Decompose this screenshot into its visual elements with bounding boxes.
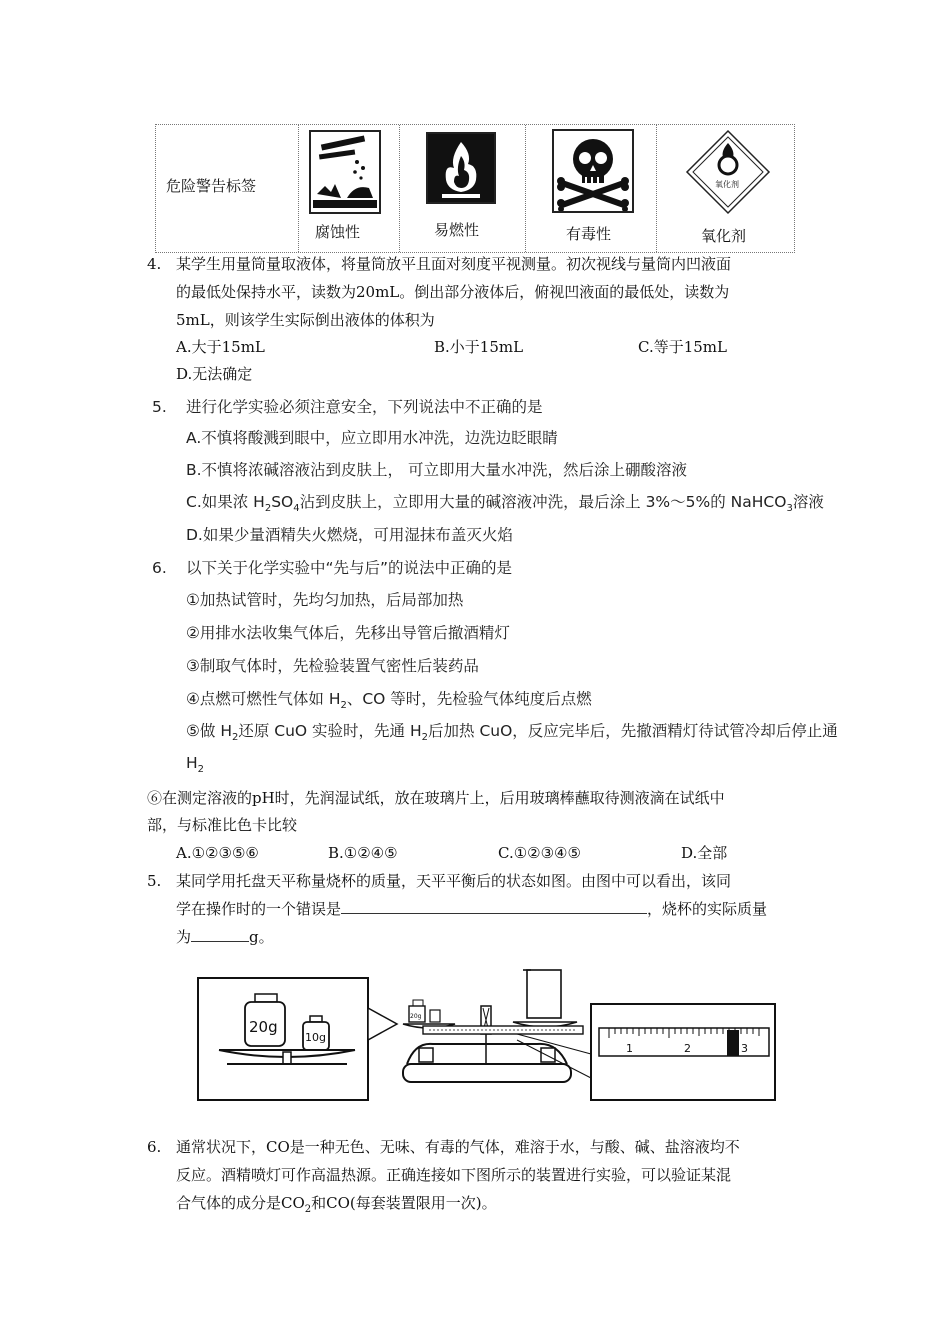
oxidizer-caption: 氧化剂 (701, 227, 747, 245)
error-answer-blank[interactable] (341, 899, 647, 914)
hazard-table (155, 124, 795, 253)
q6a-option-b: B.①②④⑤ (328, 844, 398, 862)
q6b-line-1: 通常状况下，CO是一种无色、无味、有毒的气体，难溶于水，与酸、碱、盐溶液均不 (176, 1138, 740, 1156)
flammable-caption: 易燃性 (434, 221, 480, 239)
corrosive-icon (309, 130, 381, 214)
hazard-row-label: 危险警告标签 (166, 177, 257, 195)
q5a-option-a: A.不慎将酸溅到眼中，应立即用水冲洗，边洗边眨眼睛 (186, 429, 558, 447)
q6a-option-d: D.全部 (681, 844, 728, 862)
q4-line-1: 某学生用量筒量取液体，将量筒放平且面对刻度平视测量。初次视线与量筒内凹液面 (176, 255, 732, 273)
weight-10g-label: 10g (305, 1031, 326, 1044)
hazard-cell-toxic (526, 125, 657, 252)
q5a-option-c: C.如果浓 $H_2SO_4$沾到皮肤上，立即用大量的碱溶液冲洗，最后涂上 3%～5%的 NaHCO$_3$溶液 (186, 493, 824, 515)
q5b-line-3: 为 g。 (176, 928, 274, 946)
q5a-option-d: D.如果少量酒精失火燃烧，可用湿抹布盖灭火焰 (186, 526, 513, 544)
scale-tick-3: 3 (741, 1042, 748, 1055)
q4-line-2: 的最低处保持水平，读数为20mL。倒出部分液体后，俯视凹液面的最低处，读数为 (176, 283, 730, 301)
q5a-number: 5. (152, 398, 167, 416)
scale-tick-1: 1 (626, 1042, 633, 1055)
scale-tick-2: 2 (684, 1042, 691, 1055)
q6b-number: 6. (147, 1138, 162, 1156)
hazard-cell-corrosive (299, 125, 400, 252)
toxic-skull-icon (552, 129, 634, 213)
q6a-stem: 以下关于化学实验中“先与后”的说法中正确的是 (186, 559, 513, 577)
q6a-item-6-line-2: 部，与标准比色卡比较 (147, 816, 298, 834)
svg-text:20g: 20g (410, 1013, 422, 1020)
oxidizer-inner-label: 氧化剂 (715, 180, 739, 189)
q5a-stem: 进行化学实验必须注意安全，下列说法中不正确的是 (186, 398, 543, 416)
q6a-item-4: ④点燃可燃性气体如 $H_2$、CO 等时，先检验气体纯度后点燃 (186, 690, 592, 712)
q6b-line-3: 合气体的成分是$CO_2$和CO(每套装置限用一次)。 (176, 1194, 497, 1215)
q4-option-c: C.等于15mL (638, 338, 727, 356)
q6b-line-2: 反应。酒精喷灯可作高温热源。正确连接如下图所示的装置进行实验，可以验证某混 (176, 1166, 732, 1184)
toxic-caption: 有毒性 (566, 225, 612, 243)
mass-answer-blank[interactable] (191, 927, 249, 942)
q5b-number: 5. (147, 872, 162, 890)
q6a-number: 6. (152, 559, 167, 577)
q4-option-b: B.小于15mL (434, 338, 524, 356)
corrosive-caption: 腐蚀性 (315, 223, 361, 241)
q6a-item-1: ①加热试管时，先均匀加热，后局部加热 (186, 591, 464, 609)
q6a-option-a: A.①②③⑤⑥ (176, 844, 259, 862)
hazard-label-cell (156, 125, 299, 252)
q6a-item-3: ③制取气体时，先检验装置气密性后装药品 (186, 657, 479, 675)
q4-option-a: A.大于15mL (176, 338, 265, 356)
q6a-item-5-cont: $H_2$ (186, 754, 205, 776)
balance-figure (197, 968, 777, 1118)
q5b-line-1: 某同学用托盘天平称量烧杯的质量，天平平衡后的状态如图。由图中可以看出，该同 (176, 872, 732, 890)
weight-20g-label: 20g (249, 1018, 278, 1036)
oxidizer-icon (685, 129, 771, 215)
q4-line-3: 5mL，则该学生实际倒出液体的体积为 (176, 311, 435, 329)
q4-option-d: D.无法确定 (176, 365, 253, 383)
rider-weight (727, 1030, 739, 1056)
hazard-cell-oxidizer (657, 125, 796, 252)
flammable-icon (426, 132, 496, 204)
hazard-cell-flammable (400, 125, 526, 252)
q6a-item-2: ②用排水法收集气体后，先移出导管后撤酒精灯 (186, 624, 510, 642)
q5b-line-2: 学在操作时的一个错误是 ，烧杯的实际质量 (176, 900, 768, 918)
q5a-option-b: B.不慎将浓碱溶液沾到皮肤上， 可立即用大量水冲洗，然后涂上硼酸溶液 (186, 461, 687, 479)
q6a-item-5: ⑤做 $H_2$还原 CuO 实验时，先通 $H_2$后加热 CuO，反应完毕后，先撤酒精灯待试管冷却后停止通 (186, 722, 838, 744)
q6a-item-6-line-1: ⑥在测定溶液的pH时，先润湿试纸，放在玻璃片上，后用玻璃棒蘸取待测液滴在试纸中 (147, 789, 725, 807)
q6a-option-c: C.①②③④⑤ (498, 844, 581, 862)
q4-number: 4. (147, 255, 162, 273)
